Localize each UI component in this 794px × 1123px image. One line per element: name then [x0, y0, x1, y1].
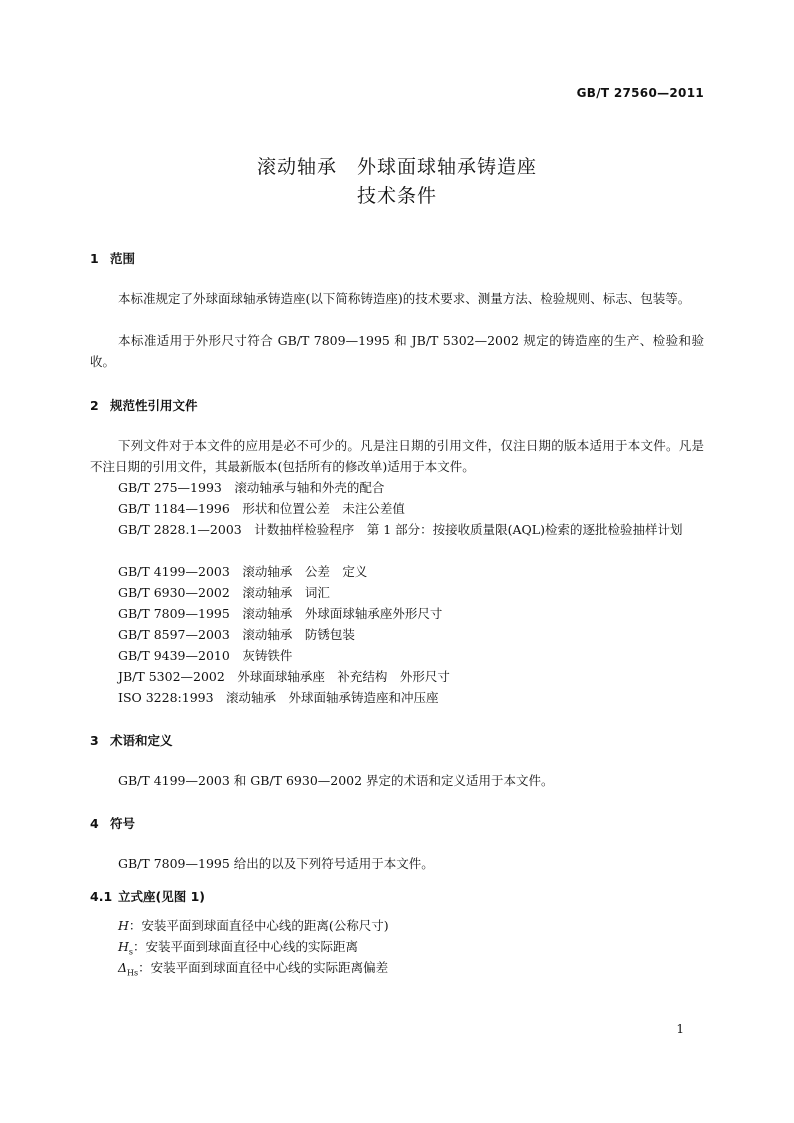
symbol: Δ	[118, 960, 128, 975]
subsection-4-1-heading	[90, 887, 205, 905]
subsection-number: 4.1	[90, 889, 113, 904]
section-4-heading	[90, 814, 135, 832]
section-number: 1	[90, 251, 99, 266]
reference-item: GB/T 4199—2003 滚动轴承 公差 定义	[118, 564, 368, 579]
standard-number: GB/T 27560—2011	[576, 86, 704, 100]
symbol-subscript: s	[128, 947, 134, 957]
paragraph: GB/T 7809—1995 给出的以及下列符号适用于本文件。	[118, 856, 434, 871]
paragraph: 本标准规定了外球面球轴承铸造座(以下简称铸造座)的技术要求、测量方法、检验规则、标志、包装等。	[118, 291, 691, 306]
section-2-heading	[90, 396, 198, 414]
document-title: 滚动轴承 外球面球轴承铸造座	[256, 156, 537, 178]
symbol-description: ：安装平面到球面直径中心线的实际距离	[133, 939, 359, 954]
section-number: 4	[90, 816, 99, 831]
paragraph: 本标准适用于外形尺寸符合 GB/T 7809—1995 和 JB/T 5302—2002 规定的铸造座的生产、检验和验收。	[90, 333, 704, 369]
reference-item: GB/T 6930—2002 滚动轴承 词汇	[118, 585, 330, 600]
reference-item: JB/T 5302—2002 外球面球轴承座 补充结构 外形尺寸	[118, 669, 450, 684]
section-1-heading	[90, 249, 135, 267]
page-number: 1	[676, 1022, 684, 1036]
symbol-description: ：安装平面到球面直径中心线的距离(公称尺寸)	[128, 918, 389, 933]
paragraph: GB/T 4199—2003 和 GB/T 6930—2002 界定的术语和定义适用于本文件。	[118, 773, 554, 788]
reference-item: GB/T 7809—1995 滚动轴承 外球面球轴承座外形尺寸	[118, 606, 443, 621]
section-3-heading	[90, 731, 173, 749]
section-number: 3	[90, 733, 99, 748]
symbol: H	[118, 918, 129, 933]
section-title: 术语和定义	[110, 733, 173, 748]
reference-item: GB/T 275—1993 滚动轴承与轴和外壳的配合	[118, 480, 385, 495]
section-title: 规范性引用文件	[110, 398, 198, 413]
section-title: 符号	[110, 816, 136, 831]
document-subtitle: 技术条件	[356, 185, 437, 207]
reference-item: GB/T 8597—2003 滚动轴承 防锈包装	[118, 627, 355, 642]
symbol-definition	[118, 957, 388, 984]
section-number: 2	[90, 398, 99, 413]
symbol-subscript: Hs	[127, 968, 139, 978]
symbol-description: ：安装平面到球面直径中心线的实际距离偏差	[138, 960, 389, 975]
reference-item: GB/T 9439—2010 灰铸铁件	[118, 648, 293, 663]
reference-item: ISO 3228:1993 滚动轴承 外球面轴承铸造座和冲压座	[118, 690, 439, 705]
section-title: 范围	[110, 251, 136, 266]
reference-item: GB/T 2828.1—2003 计数抽样检验程序 第 1 部分：按接收质量限(AQL)检索的逐批检验抽样计划	[118, 522, 683, 537]
paragraph: 下列文件对于本文件的应用是必不可少的。凡是注日期的引用文件，仅注日期的版本适用于本文件。凡是不注日期的引用文件，其最新版本(包括所有的修改单)适用于本文件。	[90, 438, 704, 474]
symbol: H	[118, 939, 129, 954]
reference-item: GB/T 1184—1996 形状和位置公差 未注公差值	[118, 501, 405, 516]
subsection-title: 立式座(见图 1)	[118, 889, 205, 904]
